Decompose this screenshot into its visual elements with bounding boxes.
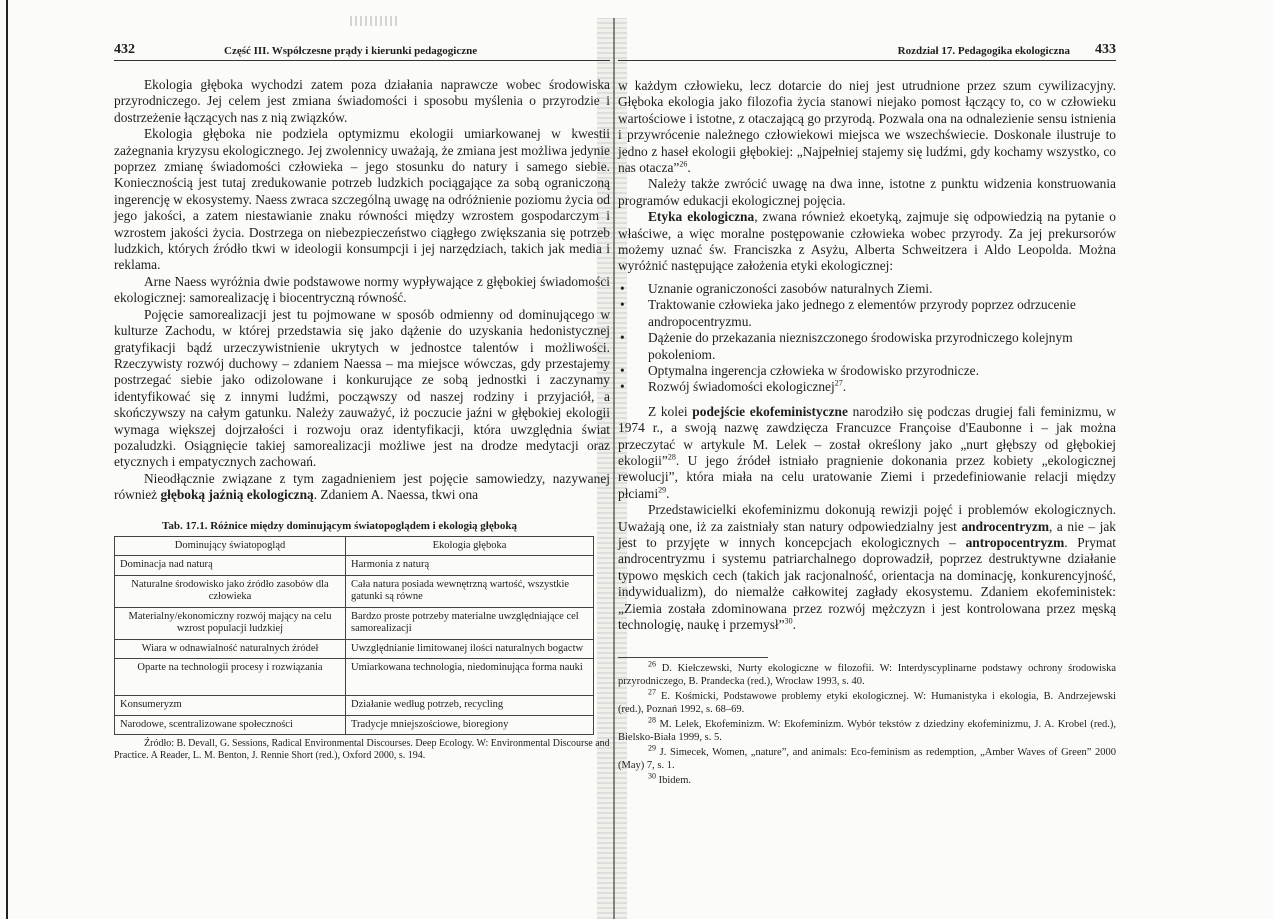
bold-term: podejście ekofeministyczne bbox=[692, 403, 848, 419]
right-page-header bbox=[618, 42, 1116, 61]
paragraph bbox=[618, 209, 1116, 275]
footnote-text: Ibidem. bbox=[658, 775, 691, 787]
paragraph: Z kolei podejście ekofeministyczne narodziło się podczas drugiej fali feminizmu, w 1974 r., a swoją nazwę zawdzięcza Francuzce Françoise d'Eaubonne i – jak można przeczytać w artykule M. Lelek – został określony jako „nurt głębszy od głębokiej ekologii”$^{28}$. U jego źródeł istniało pragnienie dokonania przez kobiety „ekologicznej rewolucji”, która miała na celu uratowanie Ziemi i przedefiniowanie relacji między płciami$^{29}$. bbox=[618, 403, 1116, 501]
running-title: Część III. Współczesne prądy i kierunki pedagogiczne bbox=[224, 45, 478, 57]
bold-term: androcentryzm bbox=[961, 518, 1049, 534]
footnotes bbox=[618, 659, 1117, 787]
footnote bbox=[618, 715, 1117, 744]
paragraph: Pojęcie samorealizacji jest tu pojmowane w sposób odmienny od dominującego w kulturze Zachodu, w której przedstawia się jako dążenie do uzyskania hedonistycznej gratyfikacji bądź urzeczywistnienie ukrytych w jednostce talentów i możliwości. Rzeczywisty rozwój duchowy – zdaniem Naessa – ma miejsce wówczas, gdy przestajemy postrzegać siebie jako odizolowane i konkurujące ze sobą jednostki i zaczynamy identyfikować się z innymi ludźmi, począwszy od naszej rodziny i przyjaciół, a skończywszy na całym gatunku. Należy zauważyć, iż poczucie jaźni w głębokiej ekologii wymaga większej dojrzałości i rozwoju oraz identyfikacji, która uwzględnia świat pozaludzki. Osiągnięcie takiej samorealizacji możliwe jest na drodze medytacji oraz etycznych i empatycznych zachowań. bbox=[114, 306, 610, 470]
ethics-list bbox=[618, 281, 1116, 396]
footnote bbox=[618, 659, 1116, 688]
table-row bbox=[115, 715, 594, 735]
comparison-table bbox=[114, 536, 594, 736]
paragraph: Ekologia głęboka wychodzi zatem poza działania naprawcze wobec środowiska przyrodniczego. Jej celem jest zmiana świadomości i sposobu myślenia o przyrodzie i dostrzeżenie łączących nas z nią związków. bbox=[114, 77, 610, 125]
footnote-number: 27 bbox=[648, 687, 656, 697]
table-cell: Tradycje mniejszościowe, bioregiony bbox=[346, 715, 594, 735]
paragraph-text: narodziło się podczas drugiej fali feminizmu, w 1974 r., a swoją nazwę zawdzięcza Francuzce Françoise d'Eaubonne i – jak można przeczytać w artykule M. Lelek – został określony jako „nurt głębszy od głębokiej ekologii” bbox=[618, 403, 1116, 468]
paragraph: Należy także zwrócić uwagę na dwa inne, istotne z punktu widzenia konstruowania programów edukacji ekologicznej pojęcia. bbox=[618, 176, 1116, 208]
right-body-text bbox=[618, 78, 1116, 275]
scan-edge bbox=[6, 0, 8, 919]
table-cell: Umiarkowana technologia, niedominująca forma nauki bbox=[346, 659, 594, 696]
footnote-ref: 28 bbox=[667, 452, 676, 462]
paragraph-text: . Zdaniem A. Naessa, tkwi ona bbox=[313, 487, 479, 503]
list-item-text: Rozwój świadomości ekologicznej bbox=[648, 379, 835, 395]
paragraph: Przedstawicielki ekofeminizmu dokonują rewizji pojęć i problemów ekologicznych. Uważają one, iż za zaistniały stan natury odpowiedzialny jest androcentryzm, a nie – jak jest to przyjęte w innych koncepcjach ekologicznych – antropocentryzm. Prymat androcentryzmu i systemu patriarchalnego doprowadził, poprzez destruktywne działanie typowo męskich cech (takich jak racjonalność, orientacja na dominację, konkurencyjność, indywidualizm), do niemalże całkowitej zagłady ekosystemu. Zdaniem ekofeministek: „Ziemia została zdominowana przez rozwój mężczyzn i jest kontrolowana przez męską technologię, naukę i przemysł”$^{30}$. bbox=[618, 502, 1116, 632]
paragraph: w każdym człowieku, lecz dotarcie do niej jest utrudnione przez szum cywilizacyjny. Głęboka ekologia jako filozofia życia stanowi niejako pomost łączący to, co w człowieku wartościowe i istotne, z otaczającą go przyrodą. Pozwala ona na odnalezienie sensu istnienia i przywrócenie należnego człowiekowi miejsca we wszechświecie. Doskonale ilustruje to jedno z haseł ekologii głębokiej: „Najpełniej stajemy się ludźmi, gdy kochamy wszystko, co nas otacza”$^{26}$. bbox=[618, 78, 1116, 176]
left-body-text bbox=[114, 77, 610, 504]
paragraph-text: . Prymat androcentryzmu i systemu patriarchalnego doprowadził, poprzez destruktywne działanie typowo męskich cech (takich jak racjonalność, orientacja na dominację, konkurencyjność, indywidualizm), do niemalże całkowitej zagłady ekosystemu. Zdaniem ekofeministek: „Ziemia została zdominowana przez rozwój mężczyzn i jest kontrolowana przez męską technologię, naukę i przemysł” bbox=[618, 534, 1116, 632]
table-cell: Naturalne środowisko jako źródło zasobów dla człowieka bbox=[115, 575, 346, 607]
table-row bbox=[115, 696, 594, 716]
footnote-number: 30 bbox=[648, 771, 656, 781]
list-item: • Uznanie ograniczoności zasobów naturalnych Ziemi. bbox=[618, 281, 1116, 297]
table-header-row bbox=[115, 536, 594, 556]
table-header: Ekologia głęboka bbox=[346, 536, 594, 556]
bold-term: Etyka ekologiczna bbox=[648, 209, 755, 225]
paragraph: Arne Naess wyróżnia dwie podstawowe normy wypływające z głębokiej świadomości ekologicznej: samorealizację i biocentryczną równość. bbox=[114, 273, 610, 306]
page-number: 433 bbox=[1095, 42, 1116, 57]
footnote bbox=[618, 771, 1116, 787]
footnote bbox=[618, 743, 1117, 772]
footnote-text: E. Kośmicki, Podstawowe problemy etyki ekologicznej. W: Humanistyka i ekologia, B. Andrzejewski (red.), Poznań 1992, s. 68–69. bbox=[618, 691, 1116, 716]
table-cell: Dominacja nad naturą bbox=[115, 556, 346, 576]
list-item: • Dążenie do przekazania niezniszczonego środowiska przyrodniczego kolejnym pokoleniom. bbox=[618, 330, 1116, 363]
bold-term: antropocentryzm bbox=[965, 534, 1065, 550]
table-cell: Narodowe, scentralizowane społeczności bbox=[115, 715, 346, 735]
table-source: Źródło: B. Devall, G. Sessions, Radical Environmental Discourses. Deep Ecology. W: Environmental Discourse and Practice. A Reader, L. M. Benton, J. Rennie Short (red.), Oxford 2000, s. 194. bbox=[114, 738, 610, 762]
footnote-ref: 27 bbox=[834, 378, 843, 388]
table-row bbox=[115, 639, 594, 659]
footnote-text: M. Lelek, Ekofeminizm. W: Ekofeminizm. Wybór tekstów z dziedziny ekofeminizmu, J. A. Krobel (red.), Bielsko-Biała 1999, s. 5. bbox=[618, 719, 1117, 744]
table-cell: Konsumeryzm bbox=[115, 696, 346, 716]
footnote-number: 29 bbox=[648, 743, 656, 753]
table-cell: Materialny/ekonomiczny rozwój mający na celu wzrost populacji ludzkiej bbox=[115, 607, 346, 639]
right-page bbox=[618, 42, 1116, 789]
table-cell: Oparte na technologii procesy i rozwiązania bbox=[115, 659, 346, 696]
table-row bbox=[115, 556, 594, 576]
footnote bbox=[618, 687, 1116, 716]
running-title: Rozdział 17. Pedagogika ekologiczna bbox=[897, 45, 1070, 57]
footnote-number: 26 bbox=[648, 659, 656, 669]
table-row bbox=[115, 575, 594, 607]
paragraph-text: Nieodłącznie związane z tym zagadnieniem jest pojęcie samowiedzy, nazywanej również bbox=[114, 470, 610, 503]
footnote-text: J. Simecek, Women, „nature”, and animals: Eco-feminism as redemption, „Amber Waves of Green” 2000 (May) 7, s. 1. bbox=[618, 747, 1117, 772]
paragraph: Ekologia głęboka nie podziela optymizmu ekologii umiarkowanej w kwestii zażegnania kryzysu ekologicznego. Jej zwolennicy uważają, że zmiana jest możliwa jedynie poprzez zmianę świadomości człowieka – jego stosunku do natury i samego siebie. Koniecznością jest tutaj zredukowanie potrzeb ludzkich pociągające za sobą ograniczoną ingerencję w ekosystemy. Naess zwraca szczególną uwagę na odróżnienie poziomu życia od jego jakości, a zatem niestawianie znaku równości między wzrostem gospodarczym i wzrostem jakości życia. Dostrzega on niebezpieczeństwo ciągłego zwiększania się potrzeb ludzkich, których źródło tkwi w ideologii konsumpcji i jej narzędziach, takich jak media i reklama. bbox=[114, 126, 610, 273]
table-row bbox=[115, 659, 594, 696]
footnote-ref: 29 bbox=[658, 485, 667, 495]
footnote-ref: 30 bbox=[784, 616, 793, 626]
table-caption: Tab. 17.1. Różnice między dominującym światopoglądem i ekologią głęboką bbox=[162, 519, 517, 532]
footnote-text: D. Kiełczewski, Nurty ekologiczne w filozofii. W: Interdyscyplinarne podstawy ochrony środowiska przyrodniczego, B. Prandecka (red.), Wrocław 1993, s. 40. bbox=[618, 663, 1116, 688]
footnote-ref: 26 bbox=[679, 159, 688, 169]
gutter-shadow-line bbox=[613, 18, 615, 919]
table-header: Dominujący światopogląd bbox=[115, 536, 346, 556]
paragraph-text: , a nie – jak jest to przyjęte w innych koncepcjach ekologicznych – bbox=[618, 518, 1116, 550]
bold-term: głęboką jaźnią ekologiczną bbox=[160, 487, 314, 503]
left-page bbox=[114, 42, 610, 762]
table-cell: Cała natura posiada wewnętrzną wartość, wszystkie gatunki są równe bbox=[346, 575, 594, 607]
table-row bbox=[115, 607, 594, 639]
footnote-separator bbox=[618, 657, 768, 658]
table-cell: Działanie według potrzeb, recycling bbox=[346, 696, 594, 716]
table-cell: Bardzo proste potrzeby materialne uwzględniające cel samorealizacji bbox=[346, 607, 594, 639]
paragraph bbox=[114, 471, 610, 504]
paragraph-text: Przedstawicielki ekofeminizmu dokonują rewizji pojęć i problemów ekologicznych. Uważają one, iż za zaistniały stan natury odpowiedzialny jest bbox=[618, 502, 1116, 534]
paragraph-text: . U jego źródeł istniało pragnienie dokonania przez kobiety „ekologicznej rewolucji”, która miała na celu uratowanie Ziemi i przedefiniowanie relacji między płciami bbox=[618, 452, 1116, 501]
paragraph-text: , zwana również ekoetyką, zajmuje się odpowiedzią na pytanie o właściwe, a więc moralne postępowanie człowieka wobec przyrody. Za jej prekursorów możemy uznać św. Franciszka z Asyżu, Alberta Schweitzera i Aldo Leopolda. Można wyróżnić następujące założenia etyki ekologicznej: bbox=[618, 209, 1116, 274]
left-page-header bbox=[114, 42, 610, 61]
list-item: • Traktowanie człowieka jako jednego z elementów przyrody poprzez odrzucenie andropocentryzmu. bbox=[618, 297, 1116, 330]
paragraph-text: Z kolei bbox=[648, 403, 693, 419]
page-number: 432 bbox=[114, 42, 135, 57]
list-item: • Optymalna ingerencja człowieka w środowisko przyrodnicze. bbox=[618, 363, 1116, 379]
paragraph-text: w każdym człowieku, lecz dotarcie do niej jest utrudnione przez szum cywilizacyjny. Głęboka ekologia jako filozofia życia stanowi niejako pomost łączący to, co w człowieku wartościowe i istotne, z otaczającą go przyrodą. Pozwala ona na odnalezienie sensu istnienia i przywrócenie należnego człowiekowi miejsca we wszechświecie. Doskonale ilustruje to jedno z haseł ekologii głębokiej: „Najpełniej stajemy się ludźmi, gdy kochamy wszystko, co nas otacza” bbox=[618, 78, 1116, 176]
list-item: • Rozwój świadomości ekologicznej$^{27}$. bbox=[618, 379, 1116, 395]
scan-smudge bbox=[350, 16, 400, 26]
table-cell: Wiara w odnawialność naturalnych źródeł bbox=[115, 639, 346, 659]
footnote-number: 28 bbox=[648, 715, 656, 725]
table-cell: Uwzględnianie limitowanej ilości naturalnych bogactw bbox=[346, 639, 594, 659]
right-body-text-2 bbox=[618, 404, 1116, 634]
table-cell: Harmonia z naturą bbox=[346, 556, 594, 576]
